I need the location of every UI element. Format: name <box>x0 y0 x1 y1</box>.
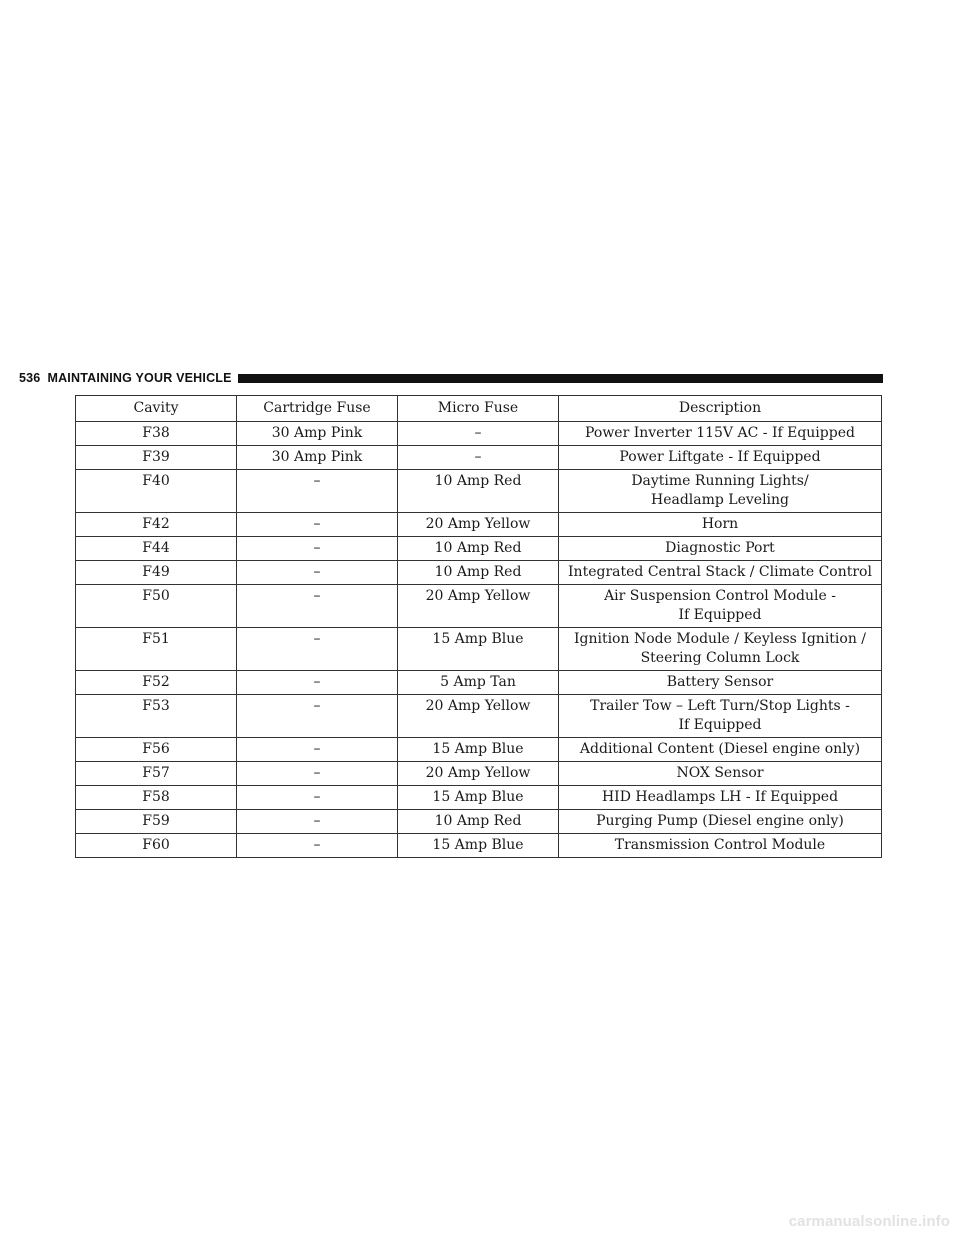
description-cell <box>559 561 882 585</box>
micro-fuse-cell: – <box>398 446 559 470</box>
micro-fuse-cell: 5 Amp Tan <box>398 671 559 695</box>
description-line: Power Liftgate - If Equipped <box>619 449 821 465</box>
table-row <box>76 810 882 834</box>
micro-fuse-cell: 10 Amp Red <box>398 470 559 513</box>
section-title: MAINTAINING YOUR VEHICLE <box>47 371 232 385</box>
description-cell <box>559 762 882 786</box>
cavity-cell: F50 <box>76 585 237 628</box>
micro-fuse-cell: 10 Amp Red <box>398 561 559 585</box>
cavity-cell: F38 <box>76 422 237 446</box>
micro-fuse-cell: 20 Amp Yellow <box>398 695 559 738</box>
micro-fuse-cell: 15 Amp Blue <box>398 738 559 762</box>
cartridge-fuse-cell: – <box>237 810 398 834</box>
micro-fuse-cell: – <box>398 422 559 446</box>
micro-fuse-cell: 10 Amp Red <box>398 537 559 561</box>
cavity-cell: F56 <box>76 738 237 762</box>
micro-fuse-cell: 15 Amp Blue <box>398 786 559 810</box>
description-line: HID Headlamps LH - If Equipped <box>601 789 839 805</box>
micro-fuse-cell: 20 Amp Yellow <box>398 762 559 786</box>
cartridge-fuse-cell: – <box>237 513 398 537</box>
micro-fuse-cell: 15 Amp Blue <box>398 834 559 858</box>
table-row <box>76 422 882 446</box>
table-row <box>76 834 882 858</box>
description-line: If Equipped <box>678 607 762 623</box>
description-line: Horn <box>701 516 739 532</box>
table-row <box>76 738 882 762</box>
description-line: If Equipped <box>678 717 762 733</box>
table-body <box>76 422 882 858</box>
table-row <box>76 786 882 810</box>
cartridge-fuse-cell: – <box>237 738 398 762</box>
cartridge-fuse-cell: – <box>237 537 398 561</box>
cavity-cell: F44 <box>76 537 237 561</box>
table-row <box>76 585 882 628</box>
cavity-cell: F49 <box>76 561 237 585</box>
table-row <box>76 537 882 561</box>
description-cell <box>559 537 882 561</box>
header-rule <box>238 374 883 383</box>
cartridge-fuse-cell: – <box>237 762 398 786</box>
micro-fuse-cell: 10 Amp Red <box>398 810 559 834</box>
description-line: Additional Content (Diesel engine only) <box>579 741 861 757</box>
cavity-cell: F53 <box>76 695 237 738</box>
description-line: Air Suspension Control Module - <box>604 588 836 604</box>
description-line: Headlamp Leveling <box>650 492 790 508</box>
cartridge-fuse-cell: – <box>237 695 398 738</box>
table-row <box>76 470 882 513</box>
cartridge-fuse-cell: – <box>237 786 398 810</box>
description-cell <box>559 585 882 628</box>
cartridge-fuse-cell: 30 Amp Pink <box>237 446 398 470</box>
column-header-micro-fuse: Micro Fuse <box>398 396 559 422</box>
table-header-row <box>76 396 882 422</box>
description-line: Daytime Running Lights/ <box>631 473 809 489</box>
table-row <box>76 628 882 671</box>
fuse-table <box>75 395 882 858</box>
description-line: NOX Sensor <box>676 765 764 781</box>
description-line: Purging Pump (Diesel engine only) <box>596 813 844 829</box>
table-row <box>76 561 882 585</box>
description-line: Battery Sensor <box>666 674 774 690</box>
cartridge-fuse-cell: – <box>237 834 398 858</box>
description-cell <box>559 446 882 470</box>
description-line: Ignition Node Module / Keyless Ignition / <box>573 631 867 647</box>
cavity-cell: F58 <box>76 786 237 810</box>
description-line: Power Inverter 115V AC - If Equipped <box>585 425 855 441</box>
cartridge-fuse-cell: – <box>237 628 398 671</box>
description-cell <box>559 738 882 762</box>
page-number: 536 <box>19 371 41 385</box>
micro-fuse-cell: 20 Amp Yellow <box>398 585 559 628</box>
description-cell <box>559 834 882 858</box>
page-header <box>19 369 883 387</box>
description-cell <box>559 513 882 537</box>
cartridge-fuse-cell: – <box>237 585 398 628</box>
table-row <box>76 762 882 786</box>
cavity-cell: F52 <box>76 671 237 695</box>
cavity-cell: F40 <box>76 470 237 513</box>
column-header-cartridge-fuse: Cartridge Fuse <box>237 396 398 422</box>
watermark: carmanualsonline.info <box>788 1213 950 1230</box>
description-line: Diagnostic Port <box>665 540 775 556</box>
cavity-cell: F42 <box>76 513 237 537</box>
micro-fuse-cell: 20 Amp Yellow <box>398 513 559 537</box>
description-line: Trailer Tow – Left Turn/Stop Lights - <box>590 698 850 714</box>
cavity-cell: F59 <box>76 810 237 834</box>
description-line: Integrated Central Stack / Climate Control <box>568 564 872 580</box>
table-row <box>76 513 882 537</box>
cartridge-fuse-cell: – <box>237 671 398 695</box>
description-cell <box>559 810 882 834</box>
cavity-cell: F60 <box>76 834 237 858</box>
cavity-cell: F57 <box>76 762 237 786</box>
description-cell <box>559 422 882 446</box>
description-cell <box>559 470 882 513</box>
column-header-cavity: Cavity <box>76 396 237 422</box>
cavity-cell: F51 <box>76 628 237 671</box>
table-row <box>76 446 882 470</box>
description-line: Steering Column Lock <box>640 650 800 666</box>
column-header-description: Description <box>559 396 882 422</box>
description-cell <box>559 786 882 810</box>
table-row <box>76 695 882 738</box>
description-cell <box>559 628 882 671</box>
table-head <box>76 396 882 422</box>
cartridge-fuse-cell: – <box>237 561 398 585</box>
cavity-cell: F39 <box>76 446 237 470</box>
table-row <box>76 671 882 695</box>
description-line: Transmission Control Module <box>614 837 826 853</box>
description-cell <box>559 695 882 738</box>
description-cell <box>559 671 882 695</box>
micro-fuse-cell: 15 Amp Blue <box>398 628 559 671</box>
cartridge-fuse-cell: – <box>237 470 398 513</box>
cartridge-fuse-cell: 30 Amp Pink <box>237 422 398 446</box>
